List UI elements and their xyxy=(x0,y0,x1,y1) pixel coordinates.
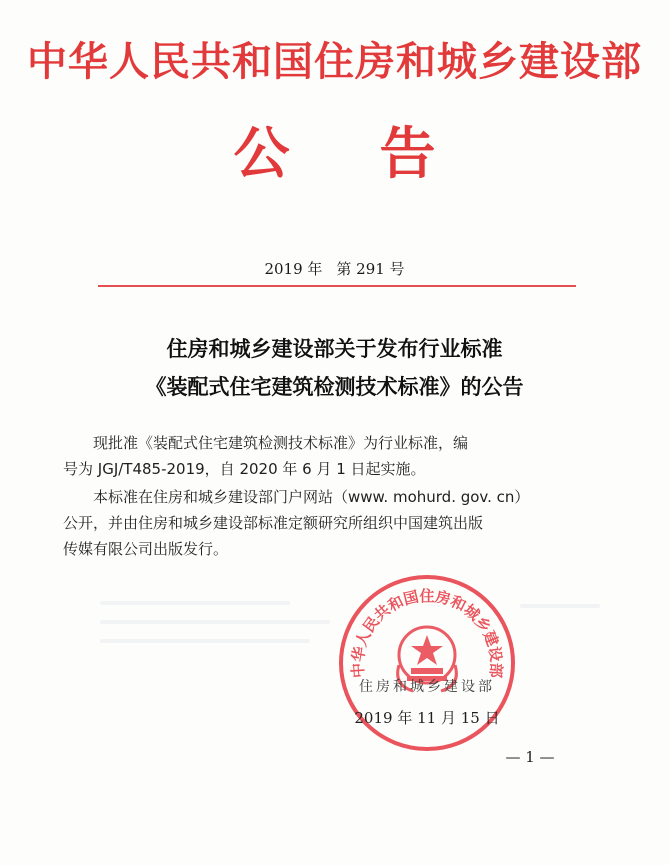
paragraph-2-line-1: 本标准在住房和城乡建设部门户网站（www. mohurd. gov. cn） xyxy=(93,488,530,506)
doc-number-value: 第 291 号 xyxy=(336,260,405,278)
bleed-through-mark xyxy=(100,639,310,643)
document-number xyxy=(0,258,669,279)
doc-year: 2019 年 xyxy=(264,260,323,278)
title-line-2: 《装配式住宅建筑检测技术标准》的公告 xyxy=(145,375,524,399)
page-number: — 1 — xyxy=(505,748,555,766)
signer: 住房和城乡建设部 xyxy=(359,679,495,695)
red-divider xyxy=(98,285,576,287)
bleed-through-mark xyxy=(520,604,600,608)
header-organization: 中华人民共和国住房和城乡建设部 xyxy=(27,39,642,85)
bleed-through-mark xyxy=(100,601,290,605)
paragraph-1 xyxy=(63,430,583,482)
header-document-type: 公告 xyxy=(233,122,526,187)
bleed-through-mark xyxy=(100,620,330,624)
paragraph-1-line-1: 现批准《装配式住宅建筑检测技术标准》为行业标准，编 xyxy=(93,434,469,452)
paragraph-2-line-3: 传媒有限公司出版发行。 xyxy=(63,540,229,558)
title-line-1: 住房和城乡建设部关于发布行业标准 xyxy=(166,337,503,361)
paragraph-2 xyxy=(63,484,583,562)
paragraph-2-line-2: 公开，并由住房和城乡建设部标准定额研究所组织中国建筑出版 xyxy=(63,514,484,532)
date: 2019 年 11 月 15 日 xyxy=(354,709,500,727)
seal-text: 中华人民共和国住房和城乡建设部 xyxy=(348,587,506,679)
paragraph-1-line-2: 号为 JGJ/T485-2019，自 2020 年 6 月 1 日起实施。 xyxy=(63,460,426,478)
